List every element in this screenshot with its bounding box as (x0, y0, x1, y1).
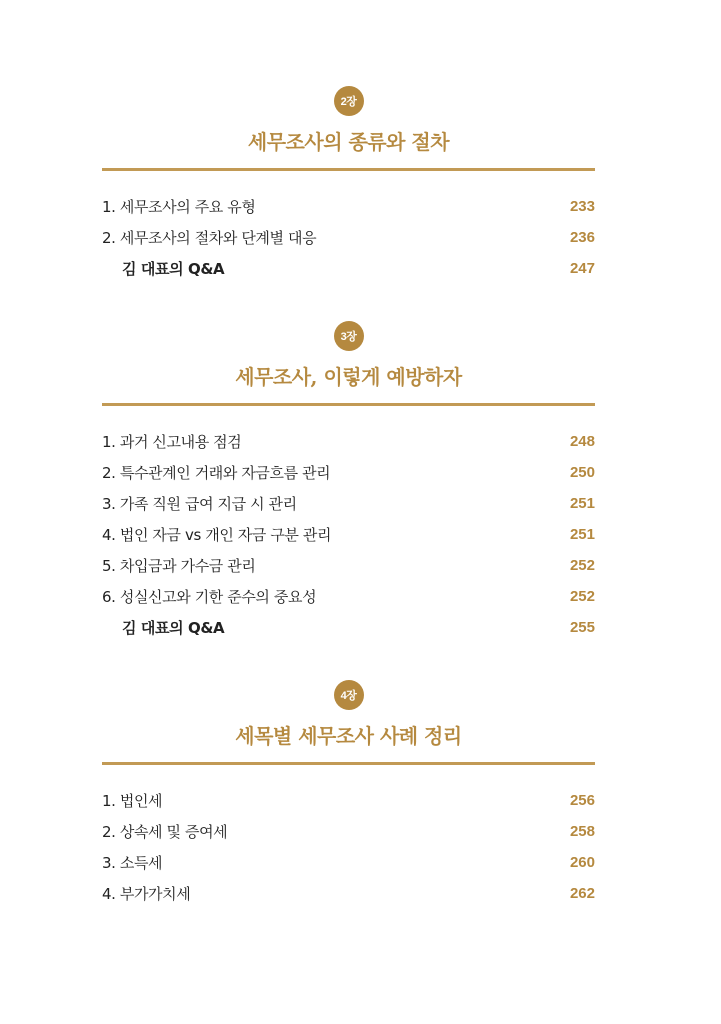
toc-entry-label: 1. 법인세 (102, 792, 163, 810)
toc-entry-page: 247 (569, 260, 595, 277)
toc-entry-qa[interactable] (102, 253, 595, 284)
toc-list (102, 785, 595, 909)
chapter-badge: 3장 (334, 321, 364, 351)
divider (102, 762, 595, 765)
toc-entry-page: 251 (569, 526, 595, 543)
toc-entry-label: 1. 과거 신고내용 점검 (102, 433, 242, 451)
chapter-title: 세무조사의 종류와 절차 (247, 130, 450, 154)
toc-entry-page: 251 (569, 495, 595, 512)
toc-entry[interactable] (102, 191, 595, 222)
chapter-4-section (102, 680, 595, 909)
toc-entry[interactable] (102, 457, 595, 488)
chapter-title: 세무조사, 이렇게 예방하자 (235, 365, 462, 389)
divider (102, 403, 595, 406)
toc-entry-label: 3. 가족 직원 급여 지급 시 관리 (102, 495, 297, 513)
toc-entry-label: 4. 부가가치세 (102, 885, 191, 903)
toc-entry[interactable] (102, 785, 595, 816)
toc-entry-label: 3. 소득세 (102, 854, 163, 872)
toc-entry[interactable] (102, 847, 595, 878)
toc-list (102, 426, 595, 643)
toc-list (102, 191, 595, 284)
toc-entry-label: 2. 특수관계인 거래와 자금흐름 관리 (102, 464, 331, 482)
toc-entry-page: 262 (569, 885, 595, 902)
toc-entry-page: 250 (569, 464, 595, 481)
toc-entry-label: 1. 세무조사의 주요 유형 (102, 198, 256, 216)
divider (102, 168, 595, 171)
toc-entry-page: 258 (569, 823, 595, 840)
toc-entry-label: 김 대표의 Q&A (122, 260, 225, 278)
toc-entry-label: 2. 상속세 및 증여세 (102, 823, 228, 841)
toc-entry-label: 6. 성실신고와 기한 준수의 중요성 (102, 588, 317, 606)
toc-entry-page: 260 (569, 854, 595, 871)
toc-entry-page: 255 (569, 619, 595, 636)
chapter-badge: 4장 (334, 680, 364, 710)
toc-entry[interactable] (102, 488, 595, 519)
toc-entry-label: 김 대표의 Q&A (122, 619, 225, 637)
toc-entry-page: 252 (569, 588, 595, 605)
toc-entry[interactable] (102, 581, 595, 612)
toc-entry-page: 256 (569, 792, 595, 809)
chapter-2-section (102, 86, 595, 284)
toc-entry-qa[interactable] (102, 612, 595, 643)
toc-entry[interactable] (102, 550, 595, 581)
toc-entry-label: 4. 법인 자금 vs 개인 자금 구분 관리 (102, 526, 332, 544)
toc-entry-page: 252 (569, 557, 595, 574)
toc-entry-page: 233 (569, 198, 595, 215)
toc-entry[interactable] (102, 426, 595, 457)
chapter-3-section (102, 321, 595, 643)
toc-entry[interactable] (102, 878, 595, 909)
toc-entry-label: 5. 차입금과 가수금 관리 (102, 557, 256, 575)
chapter-title: 세목별 세무조사 사례 정리 (235, 724, 462, 748)
toc-entry[interactable] (102, 222, 595, 253)
toc-entry-page: 236 (569, 229, 595, 246)
toc-entry-label: 2. 세무조사의 절차와 단계별 대응 (102, 229, 317, 247)
toc-entry[interactable] (102, 816, 595, 847)
toc-entry[interactable] (102, 519, 595, 550)
toc-entry-page: 248 (569, 433, 595, 450)
chapter-badge: 2장 (334, 86, 364, 116)
